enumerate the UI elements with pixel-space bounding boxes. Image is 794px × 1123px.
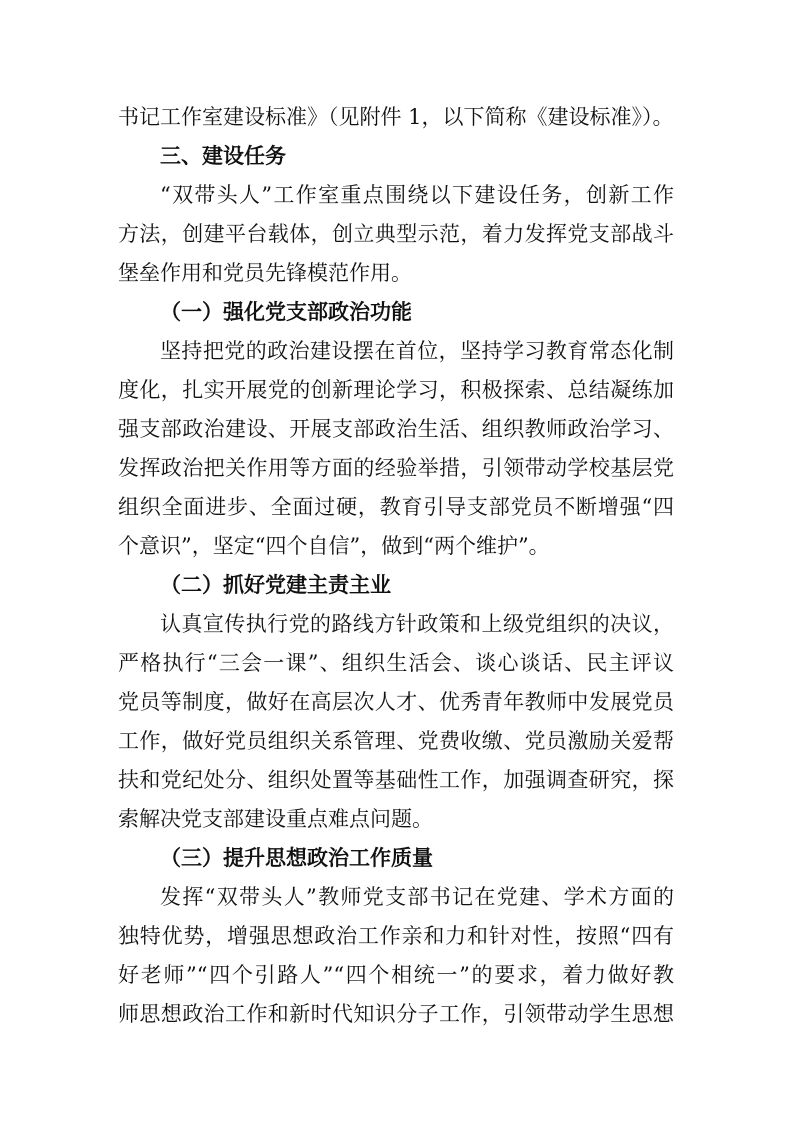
paragraph-continuation: 书记工作室建设标准》（见附件 1，以下简称《建设标准》）。 [118, 105, 674, 129]
paragraph-line: 发挥“双带头人”教师党支部书记在党建、学术方面的 [160, 885, 674, 909]
paragraph-line: 发挥政治把关作用等方面的经验举措，引领带动学校基层党 [118, 456, 674, 480]
paragraph-line: 度化，扎实开展党的创新理论学习，积极探索、总结凝练加 [118, 378, 674, 402]
paragraph-line: 强支部政治建设、开展支部政治生活、组织教师政治学习、 [118, 417, 674, 441]
paragraph-line: 严格执行“三会一课”、组织生活会、谈心谈话、民主评议 [118, 651, 674, 675]
section-heading: 三、建设任务 [160, 144, 286, 168]
subsection-heading: （三）提升思想政治工作质量 [160, 845, 433, 870]
paragraph-line: 个意识”，坚定“四个自信”，做到“两个维护”。 [118, 534, 550, 558]
paragraph-line: 扶和党纪处分、组织处置等基础性工作，加强调查研究，探 [118, 768, 674, 792]
paragraph-line: 认真宣传执行党的路线方针政策和上级党组织的决议， [160, 612, 674, 636]
paragraph-line: 索解决党支部建设重点难点问题。 [118, 807, 433, 831]
paragraph-line: 坚持把党的政治建设摆在首位，坚持学习教育常态化制 [160, 339, 674, 363]
paragraph-line: 堡垒作用和党员先锋模范作用。 [118, 261, 412, 285]
paragraph-line: 方法，创建平台载体，创立典型示范，着力发挥党支部战斗 [118, 222, 674, 246]
subsection-heading: （二）抓好党建主责主业 [160, 572, 391, 597]
paragraph-line: 独特优势，增强思想政治工作亲和力和针对性，按照“四有 [118, 924, 674, 948]
paragraph-line: 师思想政治工作和新时代知识分子工作，引领带动学生思想 [118, 1002, 674, 1026]
paragraph-line: 党员等制度，做好在高层次人才、优秀青年教师中发展党员 [118, 690, 674, 714]
paragraph-line: 工作，做好党员组织关系管理、党费收缴、党员激励关爱帮 [118, 729, 674, 753]
subsection-heading: （一）强化党支部政治功能 [160, 299, 412, 324]
paragraph-line: “双带头人”工作室重点围绕以下建设任务，创新工作 [160, 183, 674, 207]
paragraph-line: 好老师”“四个引路人”“四个相统一”的要求，着力做好教 [118, 963, 674, 987]
paragraph-line: 组织全面进步、全面过硬，教育引导支部党员不断增强“四 [118, 495, 674, 519]
